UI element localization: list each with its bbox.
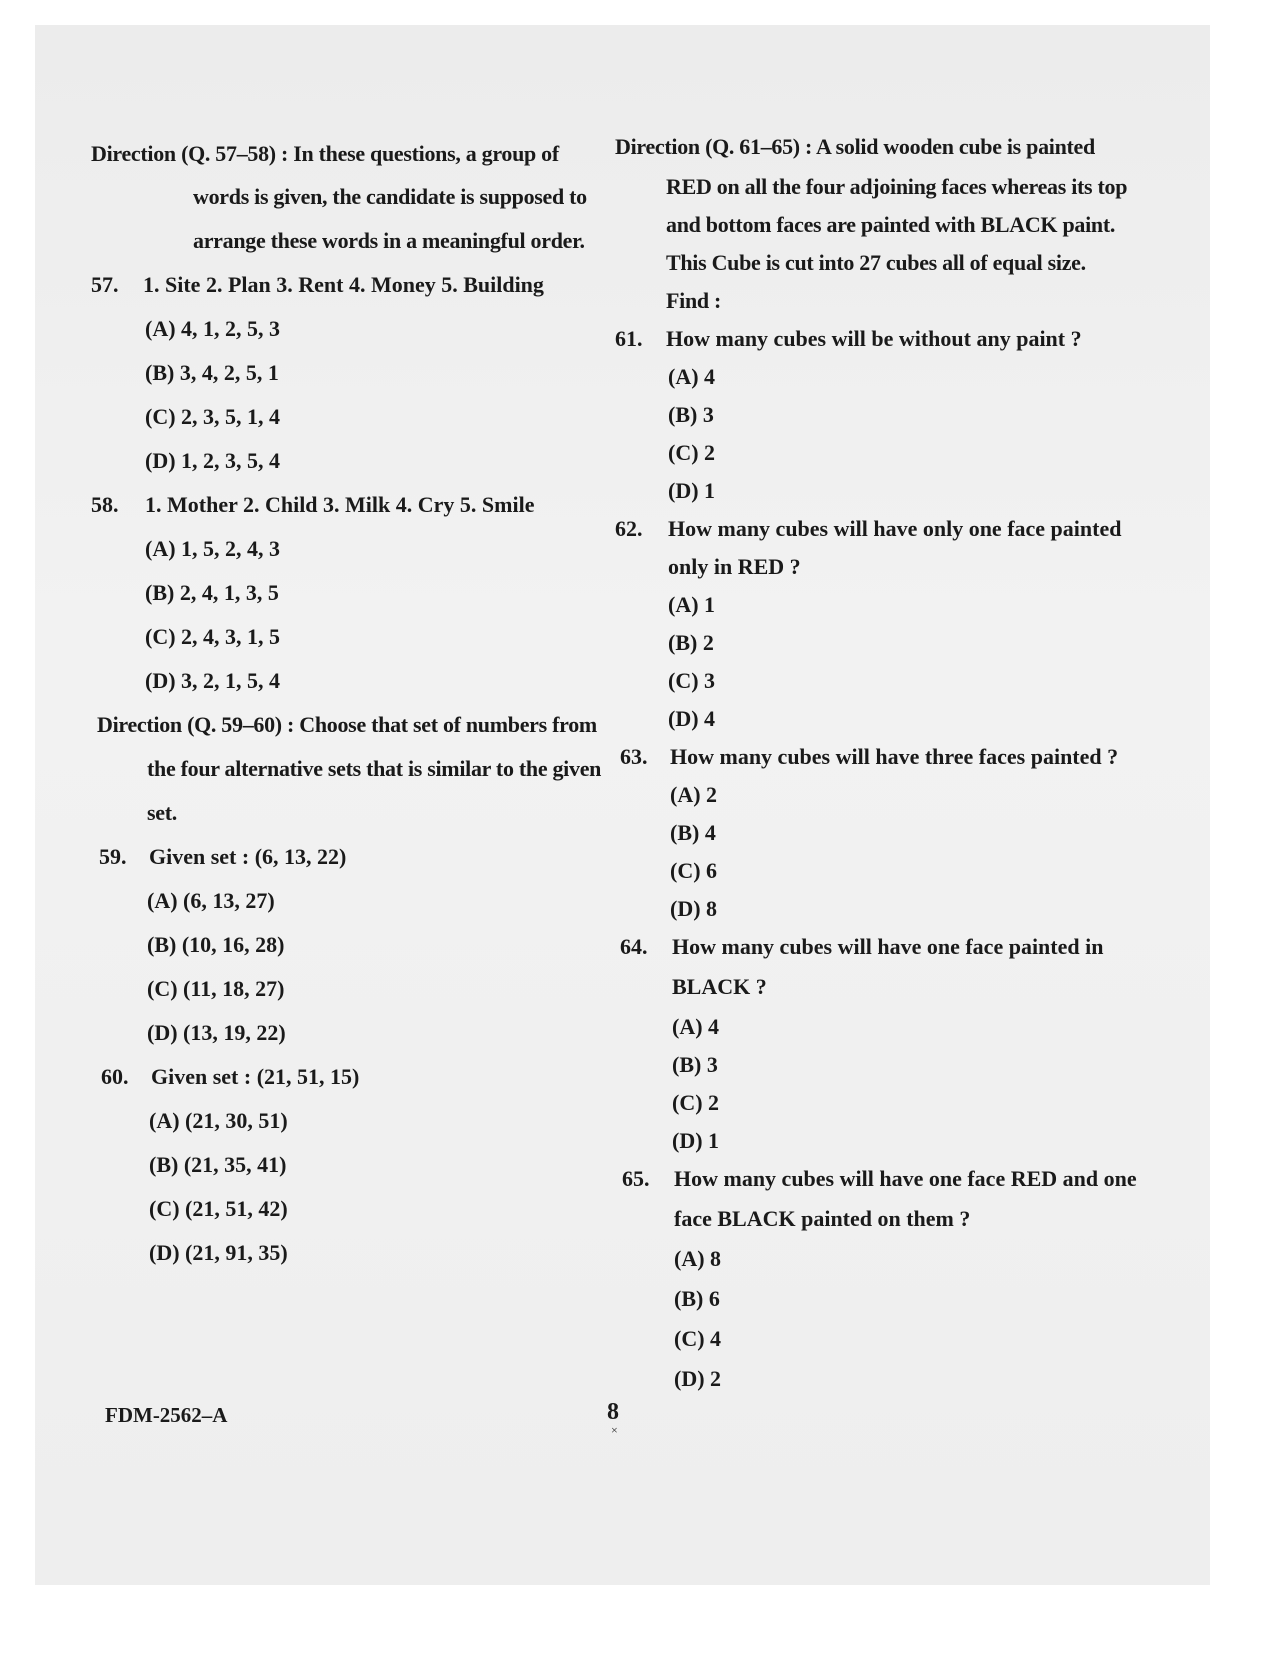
question-62-option-b: (B) 2 <box>668 630 714 655</box>
question-62-option-a: (A) 1 <box>668 592 716 617</box>
question-64-text-line1: How many cubes will have one face painted in <box>672 934 1104 959</box>
question-60-option-c: (C) (21, 51, 42) <box>149 1196 288 1221</box>
question-63-option-c: (C) 6 <box>670 858 718 883</box>
question-61-option-d: (D) 1 <box>668 478 716 503</box>
question-65-option-a: (A) 8 <box>674 1246 722 1271</box>
question-60-option-a: (A) (21, 30, 51) <box>149 1108 288 1133</box>
question-57-option-c: (C) 2, 3, 5, 1, 4 <box>145 404 281 429</box>
question-65-text-line1: How many cubes will have one face RED and one <box>674 1166 1137 1191</box>
question-63-option-d: (D) 8 <box>670 896 718 921</box>
question-63-option-a: (A) 2 <box>670 782 718 807</box>
question-58-option-c: (C) 2, 4, 3, 1, 5 <box>145 624 281 649</box>
question-64-option-b: (B) 3 <box>672 1052 718 1077</box>
question-58-text: 1. Mother 2. Child 3. Milk 4. Cry 5. Smile <box>145 492 535 517</box>
question-57-text: 1. Site 2. Plan 3. Rent 4. Money 5. Building <box>143 272 544 297</box>
question-60-number: 60. <box>101 1064 129 1089</box>
question-61-number: 61. <box>615 326 643 351</box>
question-63-number: 63. <box>620 744 648 769</box>
question-62-text-line2: only in RED ? <box>668 554 801 579</box>
direction-59-60-line3: set. <box>147 800 177 825</box>
direction-61-65-line4: This Cube is cut into 27 cubes all of equal size. <box>666 250 1086 275</box>
question-60-option-d: (D) (21, 91, 35) <box>149 1240 288 1265</box>
direction-61-65-line1: Direction (Q. 61–65) : A solid wooden cube is painted <box>615 134 1095 159</box>
question-57-option-b: (B) 3, 4, 2, 5, 1 <box>145 360 279 385</box>
direction-57-58-line2: words is given, the candidate is supposed to <box>193 184 587 209</box>
question-59-option-c: (C) (11, 18, 27) <box>147 976 285 1001</box>
question-63-text: How many cubes will have three faces painted ? <box>670 744 1119 769</box>
question-60-text: Given set : (21, 51, 15) <box>151 1064 360 1089</box>
question-62-text-line1: How many cubes will have only one face painted <box>668 516 1122 541</box>
question-65-number: 65. <box>622 1166 650 1191</box>
direction-57-58-line1: Direction (Q. 57–58) : In these questions, a group of <box>91 141 559 166</box>
question-57-option-a: (A) 4, 1, 2, 5, 3 <box>145 316 281 341</box>
page-number: 8 <box>607 1399 619 1425</box>
question-61-option-c: (C) 2 <box>668 440 716 465</box>
question-58-option-d: (D) 3, 2, 1, 5, 4 <box>145 668 281 693</box>
question-65-option-c: (C) 4 <box>674 1326 722 1351</box>
question-57-option-d: (D) 1, 2, 3, 5, 4 <box>145 448 281 473</box>
question-64-option-d: (D) 1 <box>672 1128 720 1153</box>
question-60-option-b: (B) (21, 35, 41) <box>149 1152 287 1177</box>
question-57-number: 57. <box>91 272 119 297</box>
question-64-option-c: (C) 2 <box>672 1090 720 1115</box>
question-59-option-d: (D) (13, 19, 22) <box>147 1020 286 1045</box>
question-58-number: 58. <box>91 492 119 517</box>
question-65-option-b: (B) 6 <box>674 1286 720 1311</box>
question-64-number: 64. <box>620 934 648 959</box>
question-62-number: 62. <box>615 516 643 541</box>
question-61-option-b: (B) 3 <box>668 402 714 427</box>
direction-61-65-line2: RED on all the four adjoining faces whereas its top <box>666 174 1128 199</box>
question-59-option-b: (B) (10, 16, 28) <box>147 932 285 957</box>
question-59-number: 59. <box>99 844 127 869</box>
question-61-text: How many cubes will be without any paint ? <box>666 326 1082 351</box>
question-58-option-b: (B) 2, 4, 1, 3, 5 <box>145 580 279 605</box>
question-65-text-line2: face BLACK painted on them ? <box>674 1206 971 1231</box>
question-65-option-d: (D) 2 <box>674 1366 722 1391</box>
direction-59-60-line1: Direction (Q. 59–60) : Choose that set of numbers from <box>97 712 597 737</box>
question-61-option-a: (A) 4 <box>668 364 716 389</box>
question-64-option-a: (A) 4 <box>672 1014 720 1039</box>
question-64-text-line2: BLACK ? <box>672 974 767 999</box>
direction-61-65-line3: and bottom faces are painted with BLACK paint. <box>666 212 1116 237</box>
question-58-option-a: (A) 1, 5, 2, 4, 3 <box>145 536 281 561</box>
booklet-code: FDM-2562–A <box>105 1403 228 1427</box>
exam-page <box>35 25 1210 1585</box>
question-62-option-d: (D) 4 <box>668 706 716 731</box>
direction-59-60-line2: the four alternative sets that is similar to the given <box>147 756 602 781</box>
question-63-option-b: (B) 4 <box>670 820 716 845</box>
question-59-text: Given set : (6, 13, 22) <box>149 844 347 869</box>
question-59-option-a: (A) (6, 13, 27) <box>147 888 275 913</box>
cross-mark: × <box>611 1423 618 1437</box>
direction-57-58-line3: arrange these words in a meaningful order. <box>193 228 585 253</box>
direction-61-65-line5: Find : <box>666 288 722 313</box>
question-62-option-c: (C) 3 <box>668 668 716 693</box>
